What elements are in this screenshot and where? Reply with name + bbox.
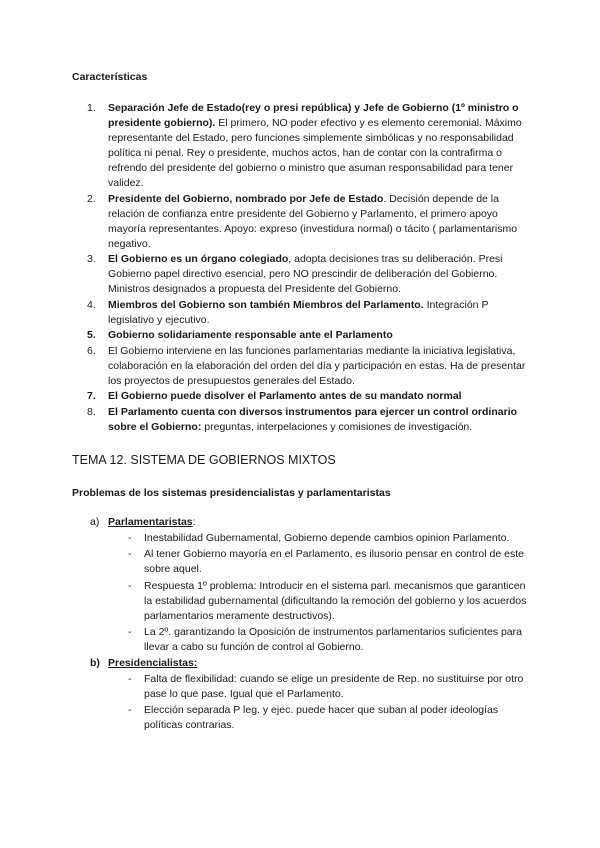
section-points: [108, 531, 532, 655]
caracteristicas-list: [72, 101, 532, 435]
dash-bullet: -: [128, 625, 132, 638]
point-text: Elección separada P leg. y ejec. puede hacer que suban al poder ideologías políticas contrarias.: [144, 704, 499, 732]
point-text: La 2º. garantizando la Oposición de instrumentos parlamentarios suficientes para llevar a cabo su función de control al Gobierno.: [144, 625, 522, 653]
item-body: . Decisión depende de la relación de confianza entre presidente del Gobierno y Parlamento, el primero apoyo mayoría representantes. Apoyo: expreso (investidura normal) o tácito ( parlamentarismo negativo.: [108, 192, 518, 250]
point-text: Falta de flexibilidad: cuando se elige un presidente de Rep. no sustituirse por otro pase lo que pase. Igual que el Parlamento.: [144, 673, 524, 701]
section-points: [108, 672, 532, 733]
problemas-heading: Problemas de los sistemas presidencialistas y parlamentaristas: [72, 487, 391, 499]
dash-bullet: -: [128, 532, 132, 544]
item-number: 7.: [87, 390, 96, 402]
item-lead: Presidente del Gobierno, nombrado por Jefe de Estado: [108, 192, 384, 205]
section-item-presidencialistas: [72, 656, 532, 733]
item-body: , adopta decisiones tras su deliberación. Presi Gobierno papel directivo esencial, pero NO prescindir de deliberación del Gobierno. Ministros designados a propuesta del Presidente del Gobierno.: [108, 253, 503, 295]
dash-bullet: -: [128, 548, 132, 561]
dash-bullet: -: [128, 704, 132, 717]
item-number: 6.: [87, 344, 96, 357]
item-lead: Separación Jefe de Estado(rey o presi república) y Jefe de Gobierno (1º ministro o presidente gobierno).: [108, 102, 519, 129]
list-item: [72, 101, 532, 191]
item-lead: El Parlamento cuenta con diversos instrumentos para ejercer un control ordinario sobre el Gobierno:: [108, 405, 518, 433]
tema-title: TEMA 12. SISTEMA DE GOBIERNOS MIXTOS: [72, 453, 336, 467]
caracteristicas-heading: Características: [72, 71, 148, 83]
section-suffix: :: [192, 516, 196, 528]
list-item: [108, 531, 532, 546]
list-item: [72, 298, 532, 328]
item-number: 3.: [87, 253, 96, 265]
list-item: [108, 625, 532, 655]
list-item: [72, 389, 532, 404]
dash-bullet: -: [128, 579, 132, 592]
problemas-list: [72, 515, 532, 735]
list-item: [108, 672, 532, 702]
item-body: preguntas, interpelaciones y comisiones de investigación.: [201, 420, 473, 433]
list-item: [72, 405, 532, 435]
item-number: 5.: [87, 329, 96, 341]
item-body: El Gobierno interviene en las funciones parlamentarias mediante la iniciativa legislativa, colaboración en la elaboración del orden del día y participación en estas. Ha de presentar los proyectos de presupuestos generales del Estado.: [108, 344, 526, 387]
section-title: Parlamentaristas: [108, 516, 193, 528]
point-text: Inestabilidad Gubernamental, Gobierno depende cambios opinion Parlamento.: [144, 532, 510, 544]
section-item-parlamentaristas: [72, 515, 532, 655]
section-letter: a): [90, 516, 100, 528]
item-body: El primero, NO poder efectivo y es elemento ceremonial. Máximo representante del Estado, pero funciones simplemente simbólicas y no responsabilidad política ni penal. Rey o presidente, muchos actos, han de contar con la contrafirma o refrendo del presidente del gobierno o ministro que asuman responsabilidad para tener validez.: [108, 117, 522, 189]
list-item: [108, 703, 532, 733]
list-item: [72, 328, 532, 343]
list-item: [108, 579, 532, 624]
item-lead: Miembros del Gobierno son también Miembros del Parlamento.: [108, 298, 424, 311]
item-lead: El Gobierno puede disolver el Parlamento antes de su mandato normal: [108, 390, 462, 402]
item-lead: Gobierno solidariamente responsable ante el Parlamento: [108, 329, 393, 341]
section-letter: b): [90, 657, 100, 670]
item-lead: El Gobierno es un órgano colegiado: [108, 253, 289, 265]
list-item: [72, 192, 532, 252]
item-body: Integración P legislativo y ejecutivo.: [108, 298, 489, 326]
item-number: 1.: [87, 102, 96, 114]
dash-bullet: -: [128, 673, 132, 686]
list-item: [72, 344, 532, 389]
list-item: [108, 547, 532, 577]
item-number: 2.: [87, 192, 96, 205]
point-text: Al tener Gobierno mayoría en el Parlamento, es ilusorio pensar en control de este sobre aquel.: [144, 548, 524, 576]
item-number: 8.: [87, 405, 96, 418]
point-text: Respuesta 1º problema: Introducir en el sistema parl. mecanismos que garanticen la estabilidad gubernamental (dificultando la remoción del gobierno y los acuerdos parlamentarios meramente destructivos).: [144, 579, 527, 622]
item-number: 4.: [87, 298, 96, 311]
section-title: Presidencialistas:: [108, 657, 198, 670]
list-item: [72, 252, 532, 297]
